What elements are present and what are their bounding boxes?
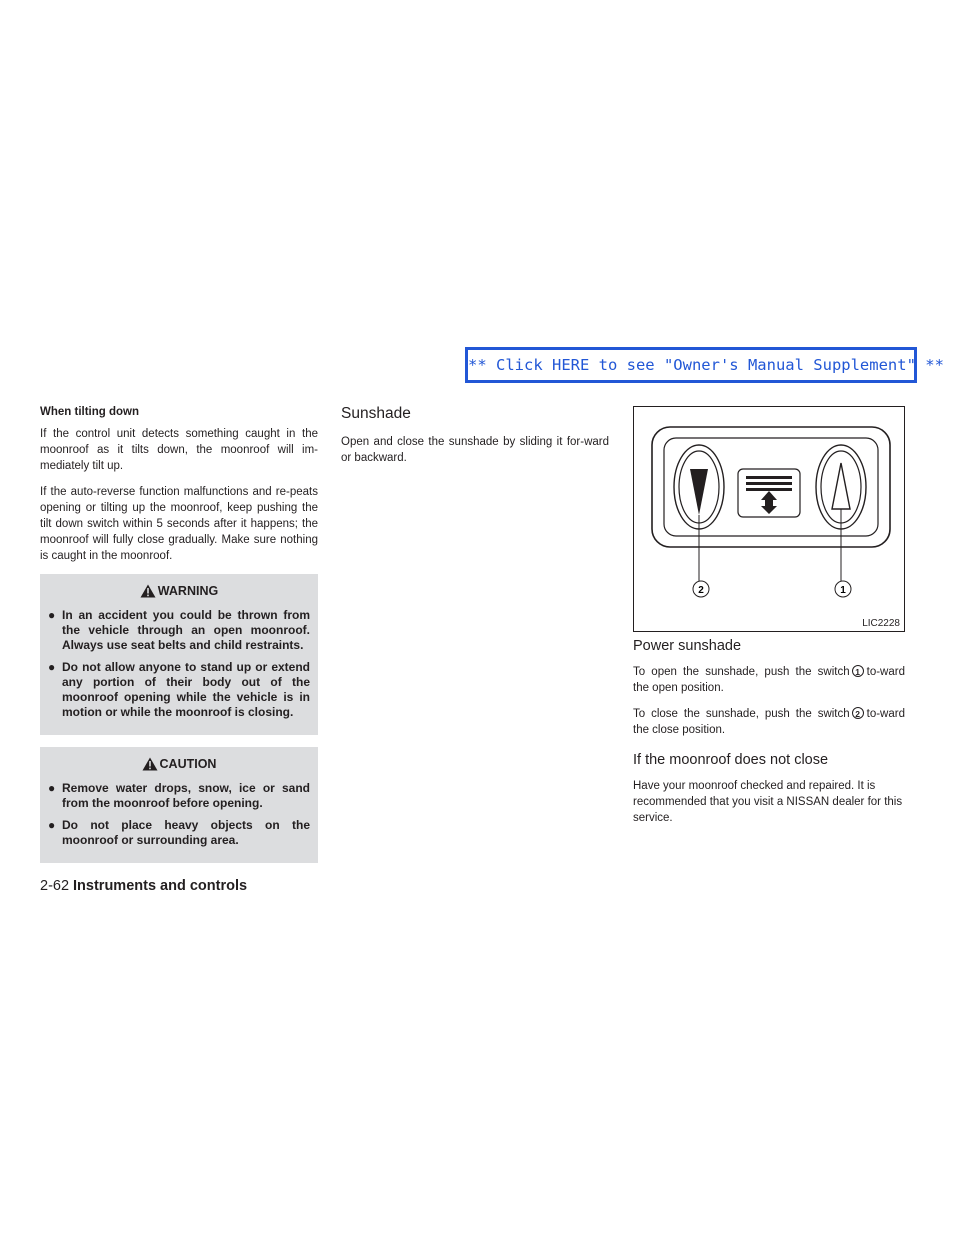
moonroof-not-close-heading: If the moonroof does not close: [633, 752, 829, 768]
warning-title: [48, 584, 310, 598]
page-footer: [40, 878, 247, 894]
sunshade-heading: Sunshade: [341, 405, 411, 422]
section-title: Instruments and controls: [73, 878, 248, 894]
owners-manual-supplement-link[interactable]: ** Click HERE to see "Owner's Manual Supplement" **: [465, 347, 917, 383]
column-1: [40, 404, 318, 875]
tilting-down-paragraph-1: If the control unit detects something caught in the moonroof as it tilts down, the moonroof will im-mediately tilt up.: [40, 428, 318, 472]
caution-item: [48, 818, 310, 848]
callout-1-marker: 1: [852, 665, 864, 677]
open-text-1: To open the sunshade, push the switch: [633, 666, 850, 678]
open-sunshade-paragraph: [633, 664, 905, 696]
caution-item-text: Do not place heavy objects on the moonroof or surrounding area.: [62, 818, 310, 847]
sunshade-paragraph: Open and close the sunshade by sliding it for-ward or backward.: [341, 436, 609, 464]
caution-title: [48, 757, 310, 771]
warning-item-text: Do not allow anyone to stand up or extend any portion of their body out of the moonroof opening while the vehicle is in motion or while the moonroof is closing.: [62, 660, 310, 719]
page-number: 2-62: [40, 878, 70, 894]
open-arrow-icon: [832, 463, 850, 509]
close-text-1: To close the sunshade, push the switch: [633, 708, 850, 720]
close-arrow-icon: [690, 469, 708, 515]
caution-box: [40, 747, 318, 863]
caution-icon: [142, 757, 158, 771]
power-sunshade-heading: Power sunshade: [633, 638, 742, 654]
figure-label: LIC2228: [862, 618, 900, 629]
sunshade-symbol-icon: [746, 476, 792, 514]
close-text-2: to-ward the close position.: [633, 708, 905, 736]
bullet-icon: ●: [48, 818, 56, 832]
column-3: [633, 636, 905, 836]
warning-icon: [140, 584, 156, 598]
moonroof-not-close-paragraph: Have your moonroof checked and repaired. It is recommended that you visit a NISSAN dealer for this service.: [633, 780, 903, 824]
warning-box: [40, 574, 318, 735]
warning-item: [48, 660, 310, 720]
caution-title-text: CAUTION: [159, 757, 217, 771]
tilting-down-paragraph-2: If the auto-reverse function malfunctions and re-peats opening or tilting up the moonroof, keep pushing the tilt down switch within 5 seconds after it happens; the moonroof will fully close gradually. Make sure nothing is caught in the moonroof.: [40, 486, 318, 562]
callout-2-marker: 2: [852, 707, 864, 719]
bullet-icon: ●: [48, 781, 56, 795]
close-sunshade-paragraph: [633, 706, 905, 738]
sunshade-switch-illustration: [634, 407, 904, 631]
caution-item: [48, 781, 310, 811]
warning-item: [48, 608, 310, 653]
open-text-2: to-ward the open position.: [633, 666, 905, 694]
warning-item-text: In an accident you could be thrown from the vehicle through an open moonroof. Always use seat belts and child restraints.: [62, 608, 310, 652]
callout-1-label: 1: [840, 585, 846, 596]
caution-item-text: Remove water drops, snow, ice or sand from the moonroof before opening.: [62, 781, 310, 810]
bullet-icon: ●: [48, 608, 56, 622]
sunshade-switch-figure: [633, 406, 905, 632]
warning-title-text: WARNING: [157, 584, 219, 598]
callout-2-label: 2: [698, 585, 704, 596]
tilting-down-subhead: When tilting down: [40, 406, 140, 418]
bullet-icon: ●: [48, 660, 56, 674]
column-2: [341, 404, 609, 476]
